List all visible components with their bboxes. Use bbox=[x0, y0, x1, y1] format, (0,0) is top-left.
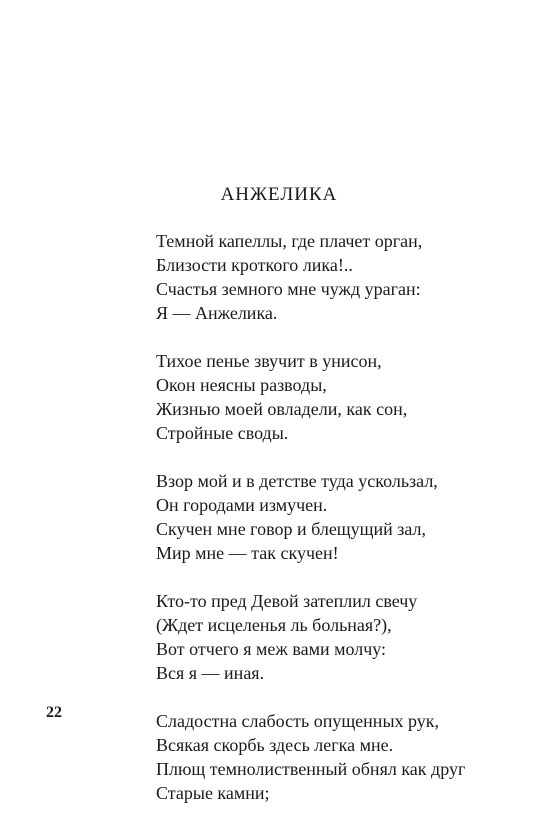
poem-line: Всякая скорбь здесь легка мне. bbox=[156, 735, 394, 755]
poem-line: Он городами измучен. bbox=[156, 495, 328, 515]
poem-line: Счастья земного мне чужд ураган: bbox=[156, 279, 421, 299]
poem-line: Окон неясны разводы, bbox=[156, 375, 327, 395]
poem-body bbox=[156, 229, 546, 829]
stanza-5 bbox=[156, 709, 546, 805]
poem-line: Плющ темнолиственный обнял как друг bbox=[156, 759, 466, 779]
poem-line: Скучен мне говор и блещущий зал, bbox=[156, 519, 427, 539]
page-number: 22 bbox=[46, 704, 62, 721]
poem-line: Стройные своды. bbox=[156, 423, 289, 443]
poem-line: Кто-то пред Девой затеплил свечу bbox=[156, 591, 418, 611]
poem-line: Вот отчего я меж вами молчу: bbox=[156, 639, 387, 659]
poem-line: Темной капеллы, где плачет орган, bbox=[156, 231, 423, 251]
stanza-4 bbox=[156, 589, 546, 685]
stanza-2 bbox=[156, 349, 546, 445]
poem-line: Сладостна слабость опущенных рук, bbox=[156, 711, 440, 731]
poem-line: Вся я — иная. bbox=[156, 663, 265, 683]
stanza-1 bbox=[156, 229, 546, 325]
poem-line: Тихое пенье звучит в унисон, bbox=[156, 351, 382, 371]
poem-line: Старые камни; bbox=[156, 783, 270, 803]
poem-line: (Ждет исцеленья ль больная?), bbox=[156, 615, 392, 635]
stanza-3 bbox=[156, 469, 546, 565]
poem-line: Близости кроткого лика!.. bbox=[156, 255, 353, 275]
poem-line: Жизнью моей овладели, как сон, bbox=[156, 399, 408, 419]
poem-line: Мир мне — так скучен! bbox=[156, 543, 339, 563]
poem-line: Я — Анжелика. bbox=[156, 303, 278, 323]
poem-title: АНЖЕЛИКА bbox=[220, 184, 338, 205]
poem-line: Взор мой и в детстве туда ускользал, bbox=[156, 471, 438, 491]
